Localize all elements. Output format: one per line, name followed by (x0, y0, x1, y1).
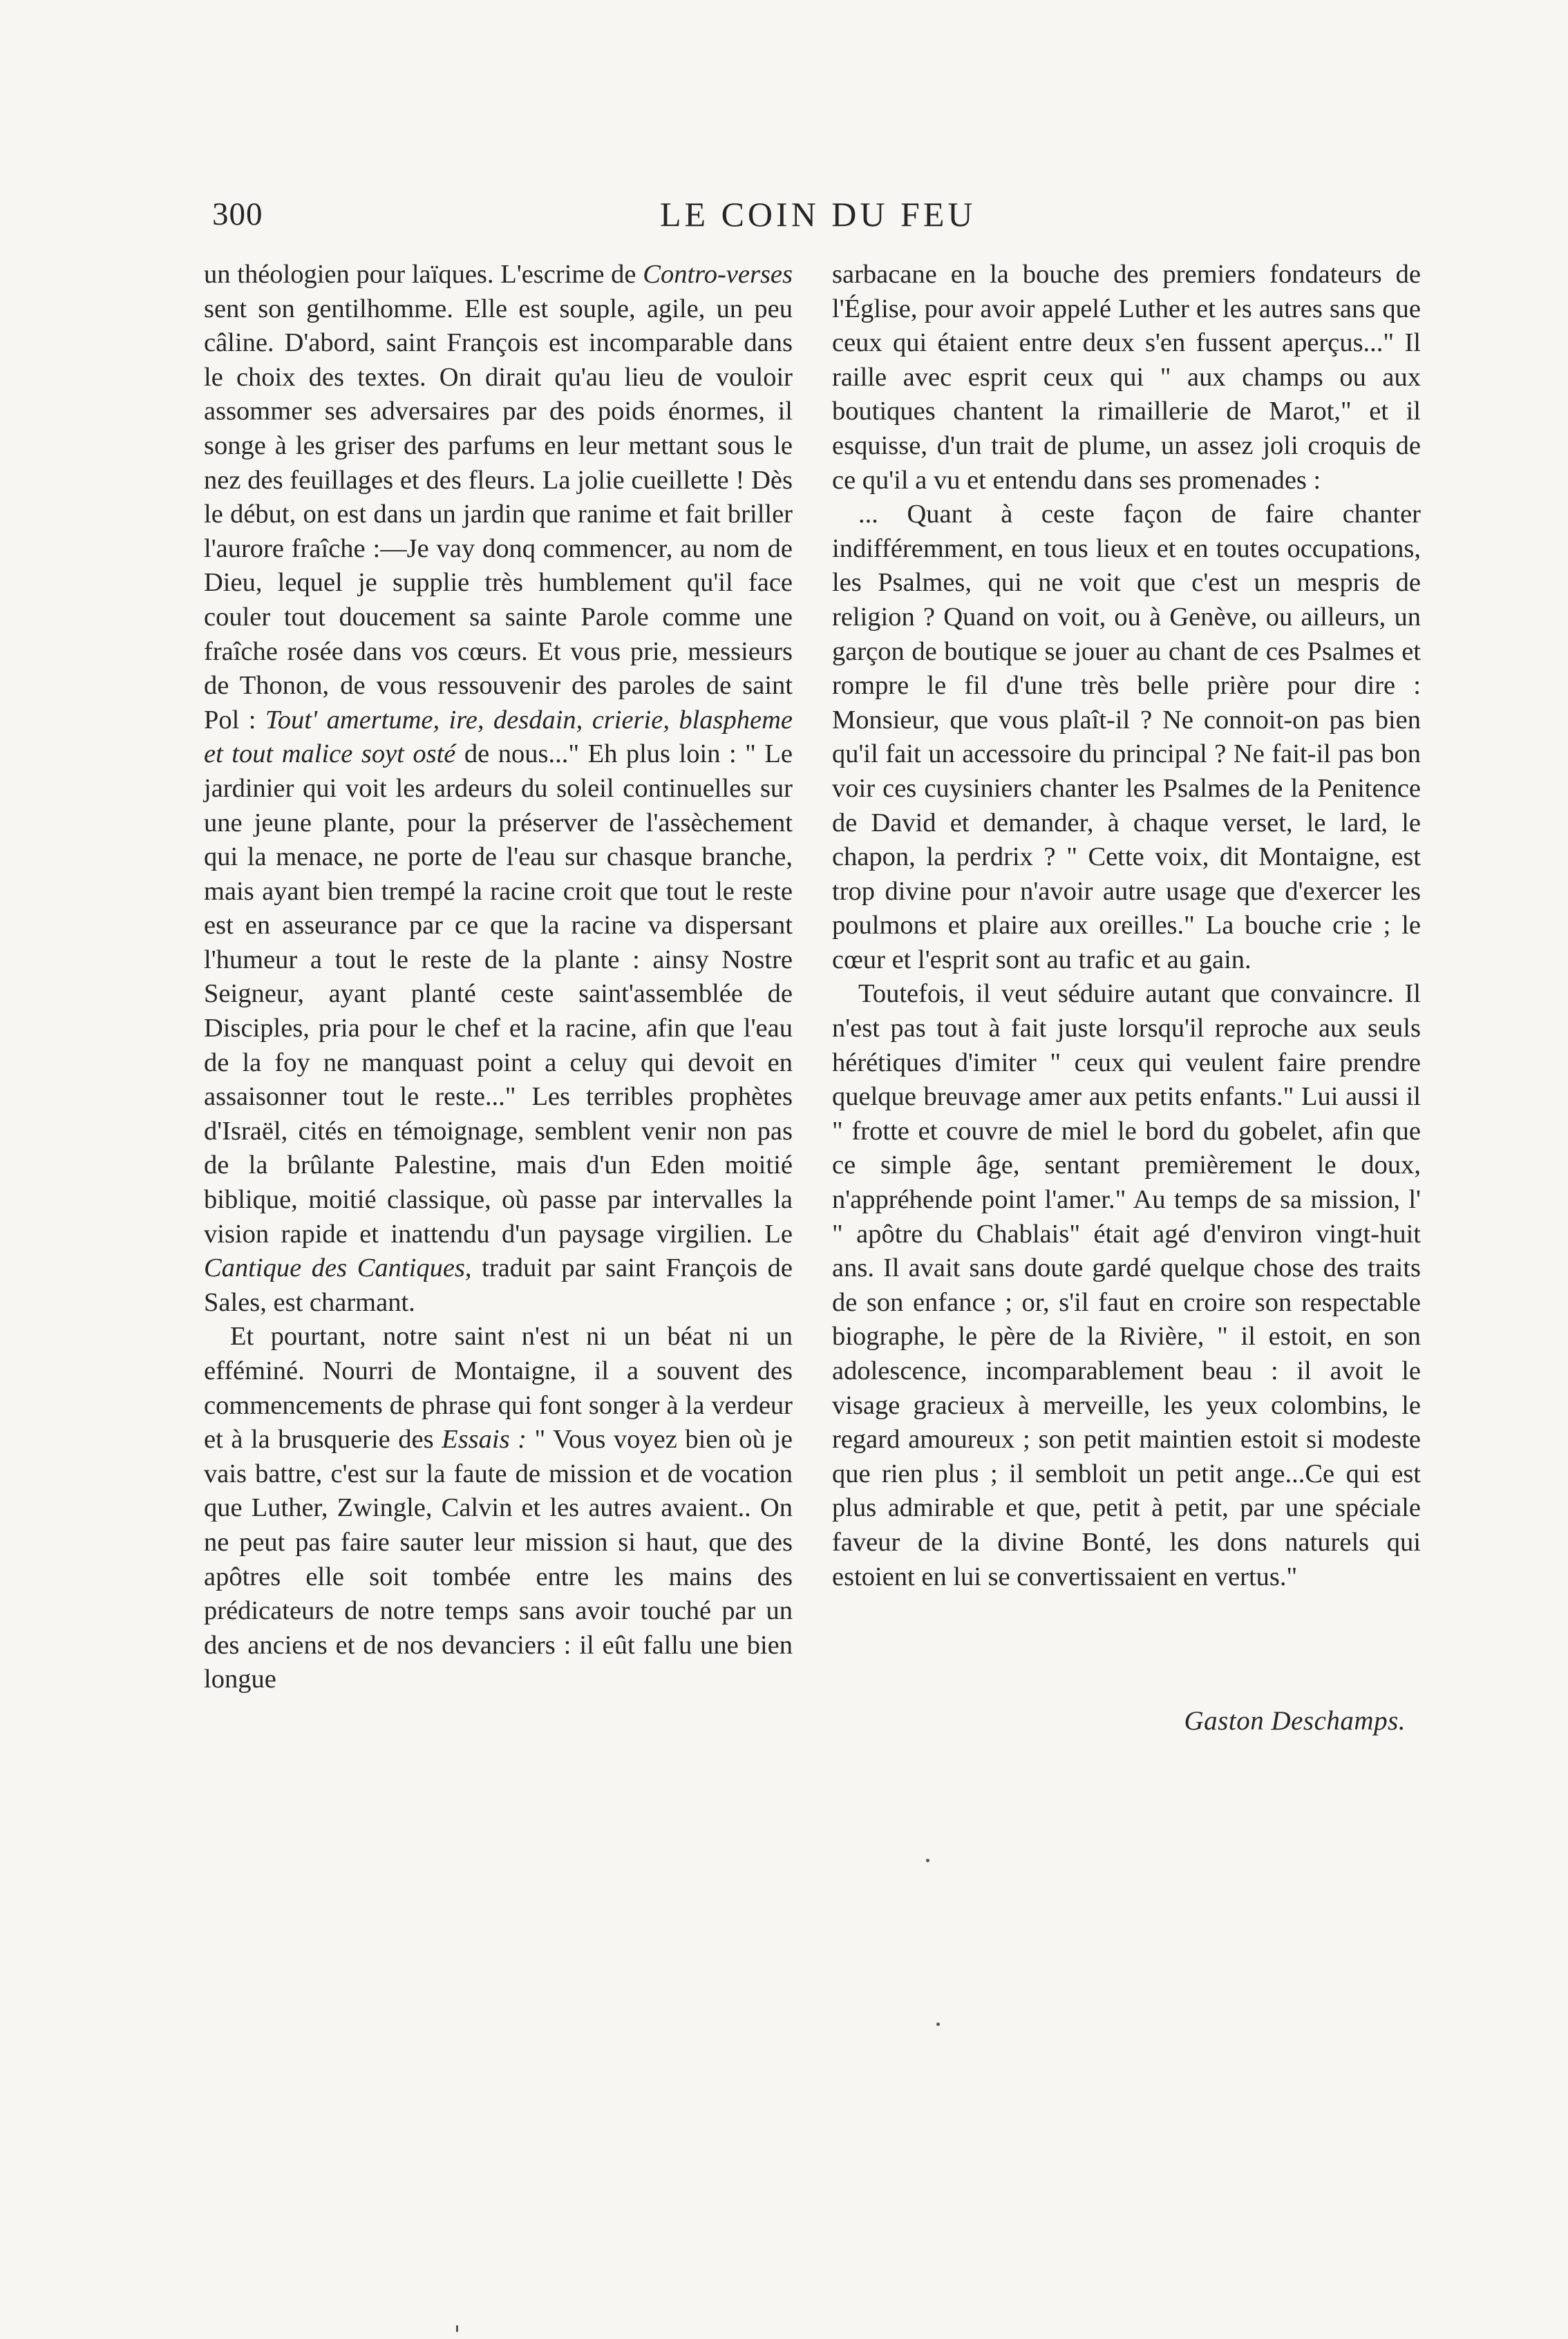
text-run: , traduit par saint François de Sales, est charmant. (204, 1253, 793, 1317)
italic-title: Essais : (442, 1425, 527, 1455)
block-quote: ... Quant à ceste façon de faire chanter indifféremment, en tous lieux et en toutes occupations, les Psalmes, qui ne voit que c'est un mespris de religion ? Quand on voit, ou à Genève, ou ailleurs, un garçon de boutique se jouer au chant de ces Psalmes et rompre le fil d'une très belle prière pour dire : Monsieur, que vous plaît-il ? Ne connoit-on pas bien qu'il fait un accessoire du principal ? Ne fait-il pas bon voir ces cuysiniers chanter les Psalmes de la Penitence de David et demander, à chaque verset, le lard, le chapon, la perdrix ? " Cette voix, dit Montaigne, est trop divine pour n'avoir autre usage que d'exercer les poulmons et plaire aux oreilles." La bouche crie ; le cœur et l'esprit sont au trafic et au gain. (832, 500, 1421, 974)
text-run: " Vous voyez bien où je vais battre, c'est sur la faute de mission et de vocation que Luther, Zwingle, Calvin et les autres avaient.. On ne peut pas faire sauter leur mission si haut, que des apôtres elle soit tombée entre les mains des prédicateurs de notre temps sans avoir touché par un des anciens et de nos devanciers : il eût fallu une bien longue (204, 1425, 793, 1694)
text-run: Et pourtant, notre saint n'est ni un béat ni un efféminé. Nourri de Montaigne, il a souvent des commencements de phrase qui font songer à la verdeur et à la brusquerie des (204, 1322, 793, 1455)
ink-speck (456, 2325, 458, 2332)
italic-title: Cantique des Cantiques (204, 1253, 465, 1283)
ink-speck (926, 1859, 929, 1862)
left-column (204, 258, 793, 1697)
italic-quote: Tout' amertume, ire, desdain, crierie, blaspheme et tout malice soyt osté (204, 705, 793, 769)
ink-speck (936, 2023, 940, 2026)
right-column (832, 258, 1421, 1594)
italic-title: Contro-verses (643, 260, 793, 289)
page-number: 300 (212, 196, 263, 232)
paragraph (204, 1320, 793, 1697)
text-run: sent son gentilhomme. Elle est souple, agile, un peu câline. D'abord, saint François est incomparable dans le choix des textes. On dirait qu'au lieu de vouloir assommer ses adversaires par des poids énormes, il songe à les griser des parfums en leur mettant sous le nez des feuillages et des fleurs. La jolie cueillette ! Dès le début, on est dans un jardin que ranime et fait briller l'aurore fraîche :—Je vay donq commencer, au nom de Dieu, lequel je supplie très humblement qu'il face couler tout doucement sa sainte Parole comme une fraîche rosée dans vos cœurs. Et vous prie, messieurs de Thonon, de vous ressouvenir des paroles de saint Pol : (204, 294, 793, 735)
paragraph (204, 258, 793, 1320)
paragraph: Toutefois, il veut séduire autant que convaincre. Il n'est pas tout à fait juste lorsqu'il reproche aux seuls hérétiques d'imiter " ceux qui veulent faire prendre quelque breuvage amer aux petits enfants." Lui aussi il " frotte et couvre de miel le bord du gobelet, afin que ce simple âge, sentant premièrement le doux, n'appréhende point l'amer." Au temps de sa mission, l' " apôtre du Chablais" était agé d'environ vingt-huit ans. Il avait sans doute gardé quelque chose des traits de son enfance ; or, s'il faut en croire son respectable biographe, le père de la Rivière, " il estoit, en son adolescence, incomparablement beau : il avoit le visage gracieux à merveille, les yeux colombins, le regard amoureux ; son petit maintien estoit si modeste que rien plus ; il sembloit un petit ange...Ce qui est plus admirable et que, petit à petit, par une spéciale faveur de la divine Bonté, les dons naturels qui estoient en lui se convertissaient en vertus." (832, 979, 1421, 1591)
text-run: un théologien pour laïques. L'escrime de (204, 260, 643, 289)
author-signature: Gaston Deschamps. (1184, 1706, 1406, 1736)
text-run: de nous..." Eh plus loin : " Le jardinier qui voit les ardeurs du soleil continuelles sur une jeune plante, pour la préserver de l'assèchement qui la menace, ne porte de l'eau sur chasque branche, mais ayant bien trempé la racine croit que tout le reste est en asseurance par ce que la racine va dispersant l'humeur a tout le reste de la plante : ainsy Nostre Seigneur, ayant planté ceste saint'assemblée de Disciples, pria pour le chef et la racine, afin que l'eau de la foy ne manquast point a celuy qui devoit en assaisonner tout le reste..." Les terribles prophètes d'Israël, cités en témoignage, semblent venir non pas de la brûlante Palestine, mais d'un Eden moitié biblique, moitié classique, où passe par intervalles la vision rapide et inattendu d'un paysage virgilien. Le (204, 739, 793, 1249)
running-title: LE COIN DU FEU (660, 195, 976, 234)
paragraph: sarbacane en la bouche des premiers fondateurs de l'Église, pour avoir appelé Luther et les autres sans que ceux qui étaient entre deux s'en fussent aperçus..." Il raille avec esprit ceux qui " aux champs ou aux boutiques chantent la rimaillerie de Marot," et il esquisse, d'un trait de plume, un assez joli croquis de ce qu'il a vu et entendu dans ses promenades : (832, 260, 1421, 495)
